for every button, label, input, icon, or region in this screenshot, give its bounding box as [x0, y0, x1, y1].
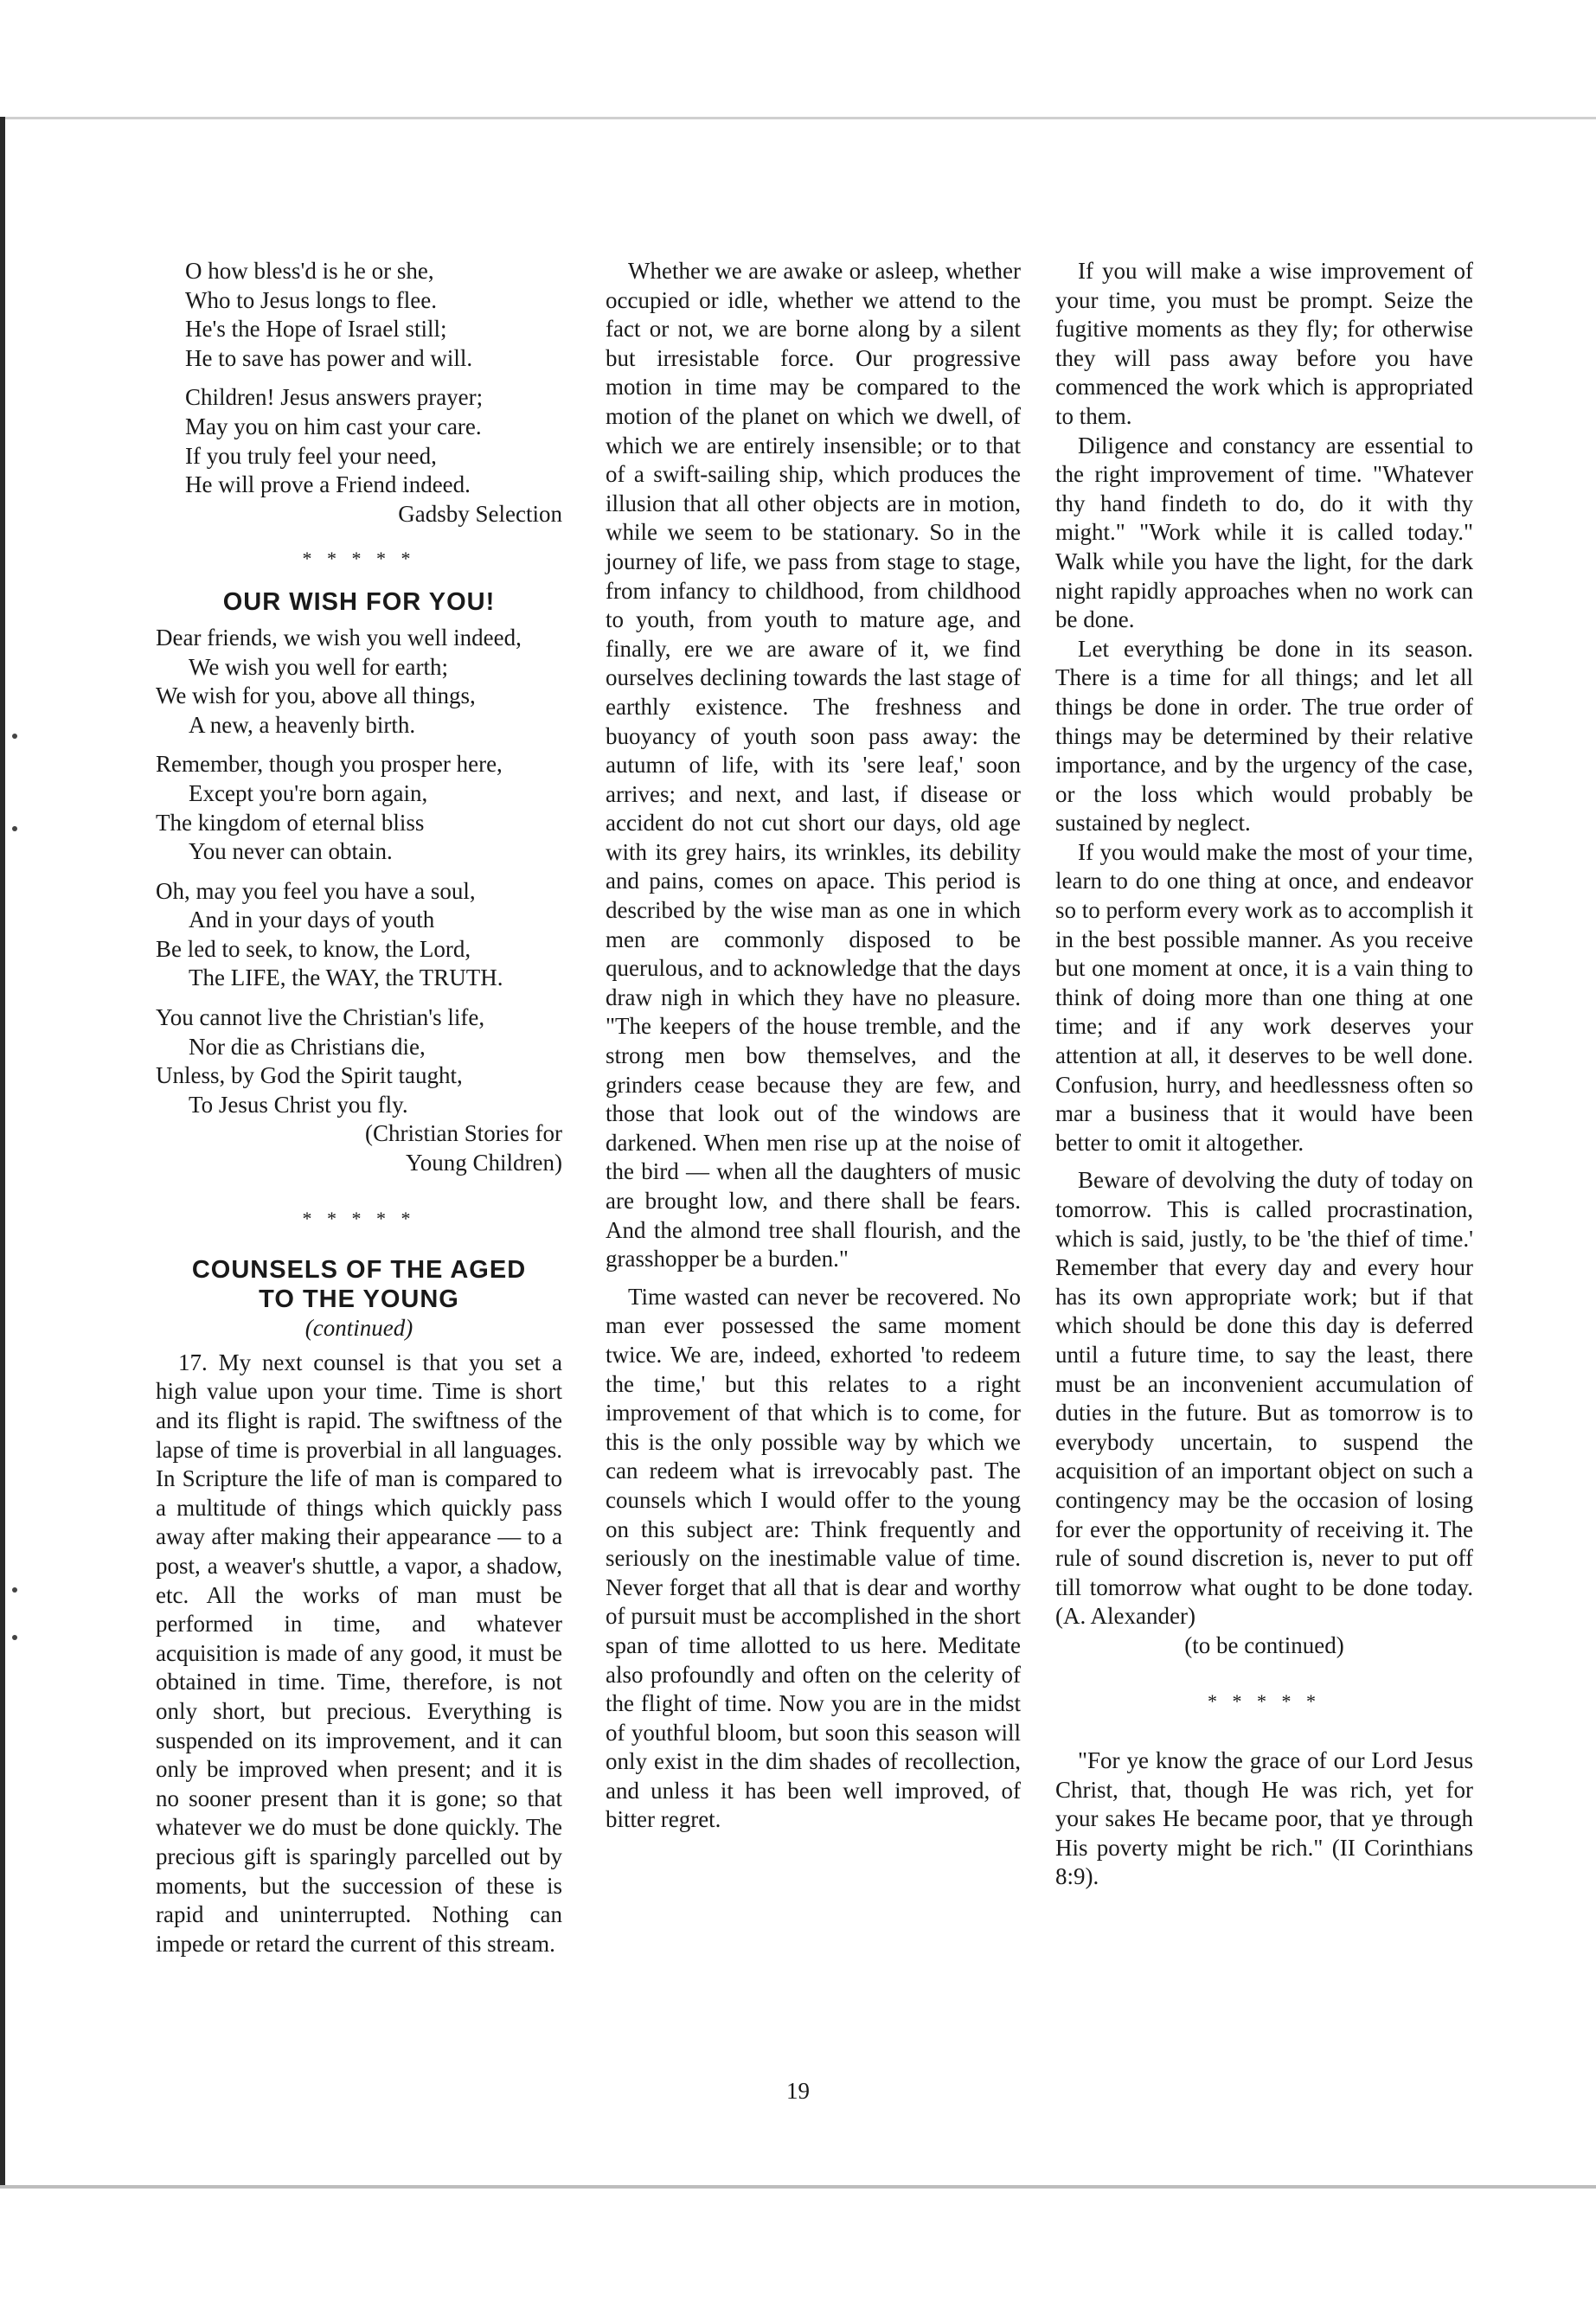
article-title: COUNSELS OF THE AGED: [191, 1256, 527, 1285]
poem-line: You never can obtain.: [189, 838, 393, 865]
poem-line: He's the Hope of Israel still;: [185, 316, 447, 343]
poem-line: O how bless'd is he or she,: [185, 258, 434, 284]
poem-attribution: Gadsby Selection: [398, 500, 562, 527]
poem-line: Remember, though you prosper here,: [156, 751, 503, 778]
margin-mark: [12, 1635, 17, 1640]
article-title: TO THE YOUNG: [259, 1285, 459, 1314]
poem-line: To Jesus Christ you fly.: [189, 1091, 408, 1118]
poem-stanza: [185, 257, 562, 373]
poem-line: Nor die as Christians die,: [189, 1033, 426, 1060]
poem-stanza: [156, 1003, 562, 1119]
poem-stanza: [156, 624, 562, 740]
separator-stars: * * * * *: [302, 1207, 416, 1229]
poem-line: A new, a heavenly birth.: [189, 711, 416, 738]
poem-gadsby: [156, 257, 562, 529]
poem-line: Except you're born again,: [189, 779, 428, 806]
poem-attribution: (Christian Stories for: [365, 1120, 562, 1147]
column-left: [156, 257, 562, 1958]
article-paragraph: If you would make the most of your time, learn to do one thing at once, and endeavor so to perform every work as to accomplish it in the best possible manner. As you receive but one moment at once, it is a vain thing to think of doing more than one thing at one time; and if any work deserves your attention at all, it deserves to be well done. Confusion, hurry, and heedlessness often so mar a business that it would have been better to omit it altogether.: [1055, 838, 1473, 1156]
article-paragraph: Diligence and constancy are essential to the right improvement of time. "Whatever thy hand findeth to do, do it with thy might." "Work while it is called today." Walk while you have the light, for the dark night rapidly approaches when no work can be done.: [1055, 432, 1473, 633]
separator-stars: * * * * *: [1208, 1689, 1321, 1712]
poem-stanza: [156, 750, 562, 866]
poem-line: Dear friends, we wish you well indeed,: [156, 624, 522, 651]
poem-stanza: [185, 383, 562, 499]
scripture-quote: "For ye know the grace of our Lord Jesus Christ, that, though He was rich, yet for your sakes He became poor, that ye through His poverty might be rich." (II Corinthians 8:9).: [1055, 1747, 1473, 1890]
poem-line: He to save has power and will.: [185, 344, 473, 371]
margin-mark: [12, 826, 17, 831]
margin-mark: [12, 1587, 17, 1593]
article-subtitle: (continued): [304, 1315, 413, 1342]
article-paragraph: Let everything be done in its season. There is a time for all things; and let all things be done in order. The true order of things may be determined by their relative importance, and by the urgency of the case, or the loss which would probably be sustained by neglect.: [1055, 635, 1473, 836]
poem-line: Oh, may you feel you have a soul,: [156, 877, 476, 904]
poem-line: The kingdom of eternal bliss: [156, 809, 425, 836]
poem-line: May you on him cast your care.: [185, 413, 482, 439]
poem-line: Be led to seek, to know, the Lord,: [156, 935, 471, 962]
page-edge-top: [0, 117, 1596, 119]
poem-stanza: [156, 877, 562, 993]
poem-line: We wish you well for earth;: [189, 653, 448, 680]
poem-line: You cannot live the Christian's life,: [156, 1004, 485, 1031]
poem-line: Children! Jesus answers prayer;: [185, 384, 484, 411]
separator-stars: * * * * *: [302, 548, 416, 570]
article-paragraph: If you will make a wise improvement of your time, you must be prompt. Seize the fugitive moments as they fly; for otherwise they will pass away before you have commenced the work which is appropriated to them.: [1055, 258, 1473, 429]
poem-line: Unless, by God the Spirit taught,: [156, 1062, 463, 1089]
page-number: 19: [786, 2078, 810, 2104]
page-edge-bottom: [0, 2185, 1596, 2189]
poem-line: And in your days of youth: [189, 907, 435, 933]
poem-title: OUR WISH FOR YOU!: [222, 587, 496, 616]
poem-line: If you truly feel your need,: [185, 442, 437, 469]
column-right: [1055, 257, 1473, 1892]
article-paragraph: Beware of devolving the duty of today on tomorrow. This is called procrastination, which is said, justly, to be 'the thief of time.' Remember that every day and every hour has its own appropriate work; but if that which should be done this day is deferred until a future time, to say the least, there must be an inconvenient accumulation of duties in the future. But as tomorrow is to everybody uncertain, to suspend the acquisition of an important object on such a contingency may be the occasion of losing for ever the opportunity of receiving it. The rule of sound discretion is, never to put off till tomorrow what ought to be done today. (A. Alexander): [1055, 1167, 1473, 1630]
margin-mark: [12, 734, 17, 739]
article-paragraph: Time wasted can never be recovered. No man ever possessed the same moment twice. We are, indeed, exhorted 'to redeem the time,' but this relates to a right improvement of that which is to come, for this is the only possible way by which we can redeem what is irrevocably past. The counsels which I would offer to the young on this subject are: Think frequently and seriously on the inestimable value of time. Never forget that all that is dear and worthy of pursuit must be accomplished in the short span of time allotted to us here. Meditate also profoundly and often on the celerity of the flight of time. Now you are in the midst of youthful bloom, but soon this season will only exist in the dim shades of recollection, and unless it has been well improved, of bitter regret.: [606, 1283, 1021, 1833]
article-paragraph: Whether we are awake or asleep, whether occupied or idle, whether we attend to the fact or not, we are borne along by a silent but irresistable force. Our progressive motion in time may be compared to the motion of the planet on which we dwell, of which we are entirely insensible; or to that of a swift-sailing ship, which produces the illusion that all other objects are in motion, while we seem to be stationary. So in the journey of life, we pass from stage to stage, from infancy to childhood, from childhood to youth, from youth to mature age, and finally, ere we are aware of it, we find ourselves declining towards the last stage of earthly existence. The freshness and buoyancy of youth soon pass away: the autumn of life, with its 'sere leaf,' soon arrives; and next, and last, if disease or accident do not cut short our days, old age with its grey hairs, its wrinkles, its debility and pains, comes on apace. This period is described by the wise man as one in which men are commonly disposed to be querulous, and to acknowledge that the days draw nigh in which they have no pleasure. "The keepers of the house tremble, and the strong men bow themselves, and the grinders cease because they are few, and those that look out of the windows are darkened. When men rise up at the noise of the bird — when all the daughters of music are brought low, and there shall be fears. And the almond tree shall flourish, and the grasshopper be a burden.": [606, 258, 1021, 1272]
column-middle: [606, 257, 1021, 1835]
article-paragraph: 17. My next counsel is that you set a high value upon your time. Time is short and its flight is rapid. The swiftness of the lapse of time is proverbial in all languages. In Scripture the life of man is compared to a multitude of things which quickly pass away after making their appearance — to a post, a weaver's shuttle, a vapor, a shadow, etc. All the works of man must be performed in time, and whatever acquisition is made of any good, it must be obtained in time. Time, therefore, is not only short, but precious. Everything is suspended on its improvement, and it can only be improved when present; and it is no sooner present than it is gone; so that whatever we do must be done quickly. The precious gift is sparingly parcelled out by moments, but the succession of these is rapid and uninterrupted. Nothing can impede or retard the current of this stream.: [156, 1349, 562, 1957]
poem-attribution: Young Children): [405, 1150, 562, 1176]
poem-line: The LIFE, the WAY, the TRUTH.: [189, 965, 503, 991]
poem-line: He will prove a Friend indeed.: [185, 471, 471, 498]
poem-line: We wish for you, above all things,: [156, 683, 476, 709]
page-edge-left: [0, 117, 5, 2189]
poem-our-wish: [156, 624, 562, 1178]
to-be-continued: (to be continued): [1184, 1631, 1344, 1658]
poem-line: Who to Jesus longs to flee.: [185, 286, 437, 313]
